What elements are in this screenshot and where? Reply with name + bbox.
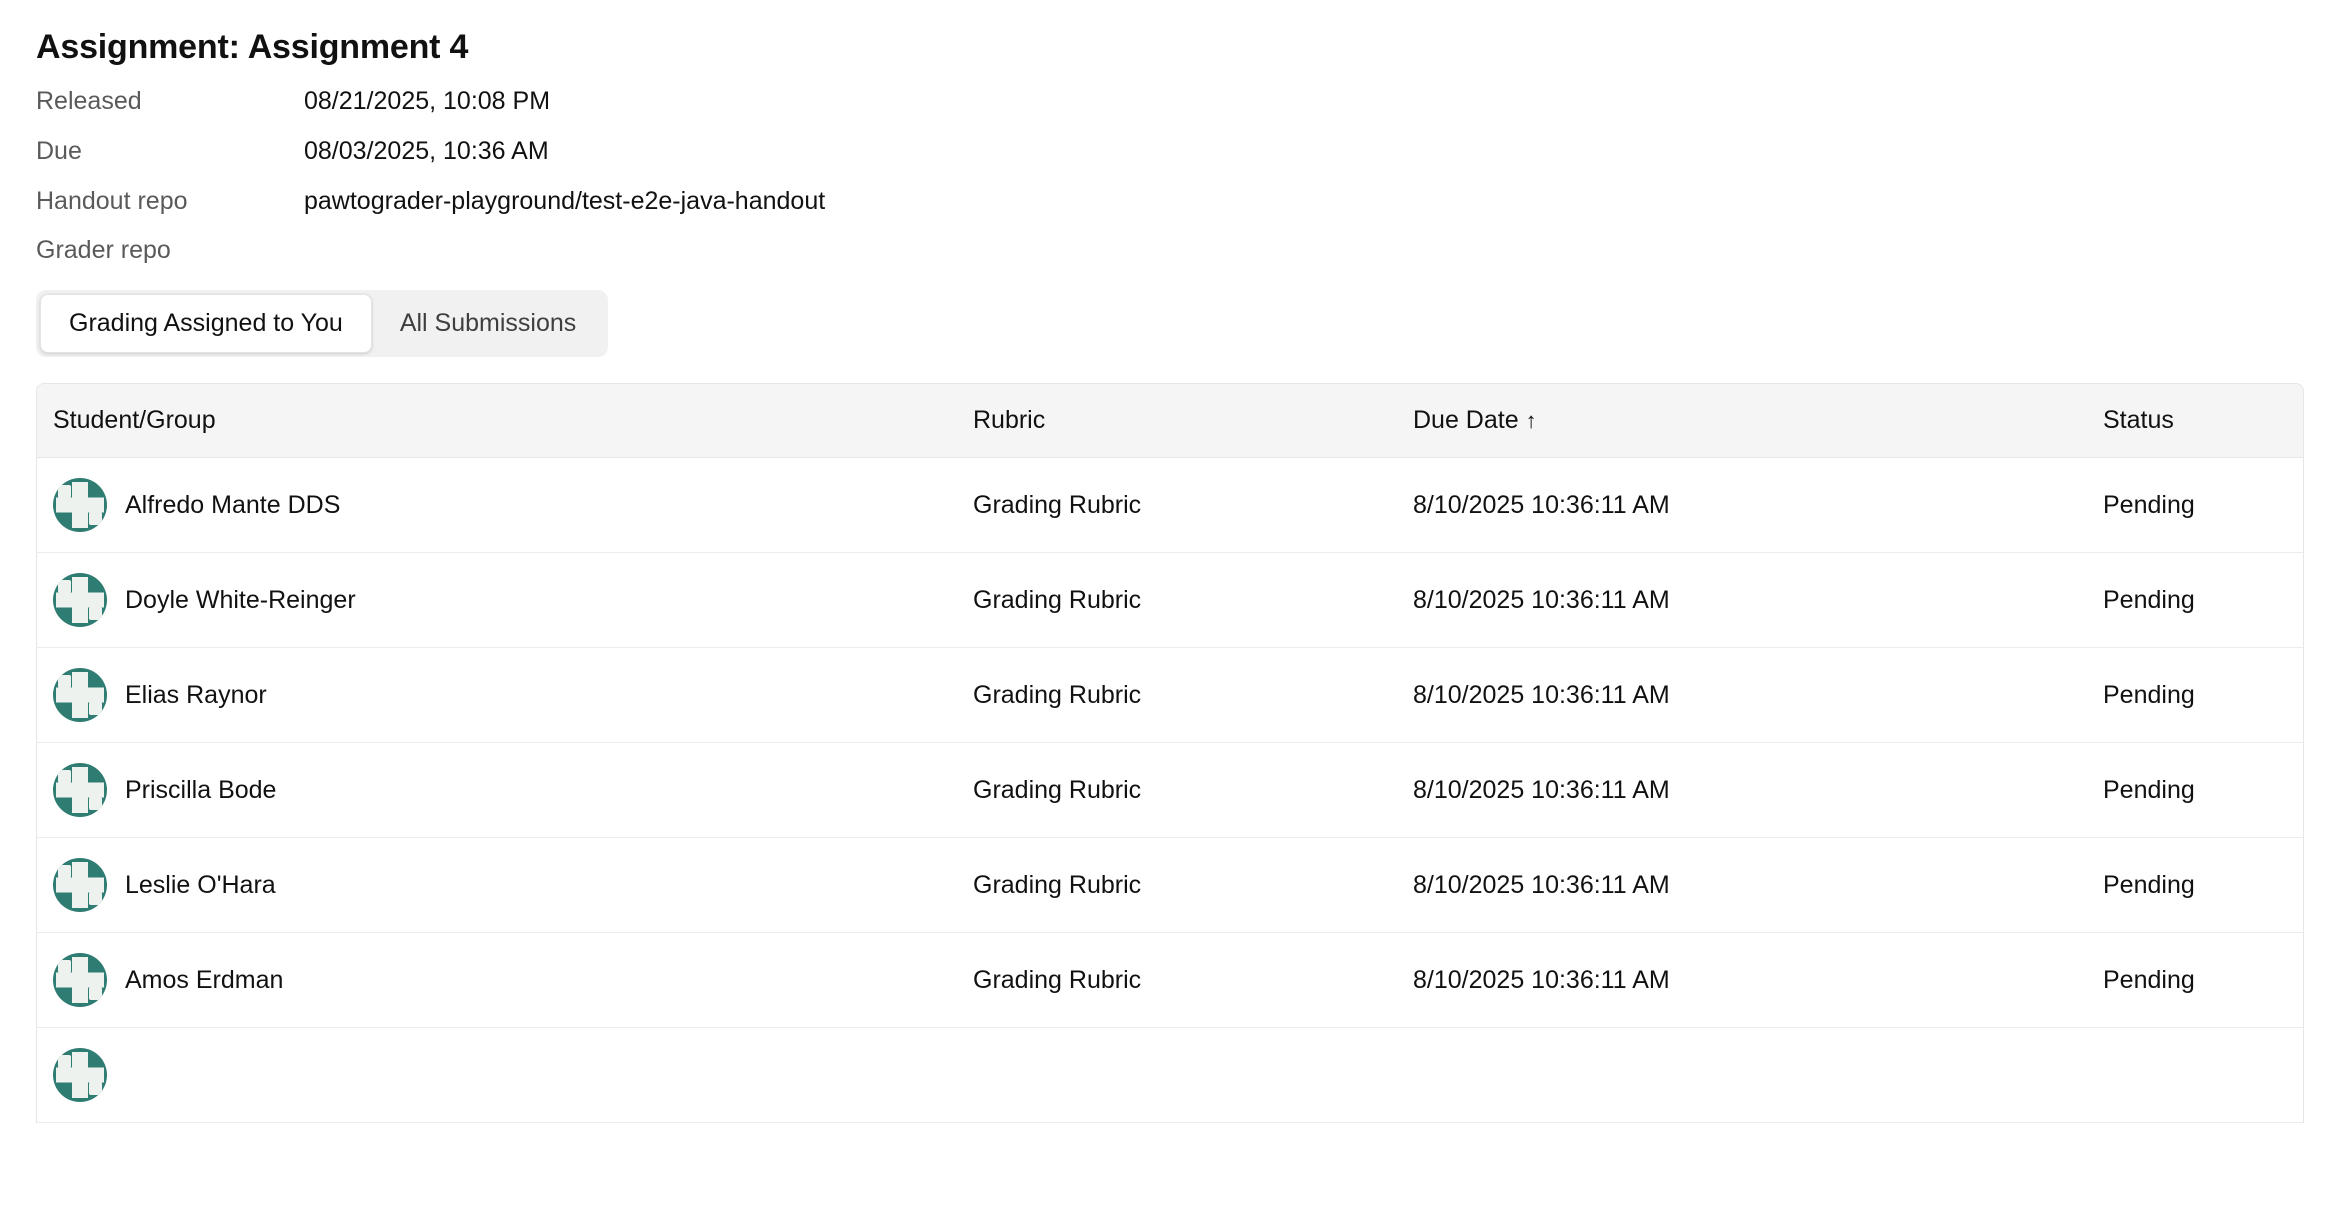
tab-all-submissions[interactable]: All Submissions bbox=[372, 294, 604, 353]
cell-status: Pending bbox=[2087, 458, 2303, 553]
student-cell bbox=[53, 953, 941, 1007]
sort-ascending-icon: ↑ bbox=[1525, 408, 1537, 433]
avatar bbox=[53, 858, 107, 912]
cell-student bbox=[37, 648, 957, 743]
student-cell bbox=[53, 573, 941, 627]
cell-rubric: Grading Rubric bbox=[957, 458, 1397, 553]
meta-value-released: 08/21/2025, 10:08 PM bbox=[304, 87, 551, 115]
cell-status: Pending bbox=[2087, 553, 2303, 648]
table-row[interactable] bbox=[37, 648, 2303, 743]
grading-table-body bbox=[37, 458, 2303, 1123]
cell-due-date: 8/10/2025 10:36:11 AM bbox=[1397, 648, 2087, 743]
avatar bbox=[53, 1048, 107, 1102]
table-row[interactable] bbox=[37, 1028, 2303, 1123]
cell-student bbox=[37, 838, 957, 933]
assignment-meta bbox=[36, 77, 825, 276]
column-header-student-group-label: Student/Group bbox=[53, 406, 216, 434]
meta-label-handout-repo: Handout repo bbox=[36, 186, 188, 215]
cell-due-date: 8/10/2025 10:36:11 AM bbox=[1397, 838, 2087, 933]
column-header-status-label: Status bbox=[2103, 406, 2174, 434]
meta-label-due: Due bbox=[36, 136, 82, 165]
meta-value-grader-repo bbox=[304, 226, 825, 276]
meta-row-due bbox=[36, 127, 825, 177]
cell-student bbox=[37, 933, 957, 1028]
student-cell bbox=[53, 858, 941, 912]
meta-label-grader-repo: Grader repo bbox=[36, 236, 171, 265]
student-cell bbox=[53, 478, 941, 532]
column-header-rubric-label: Rubric bbox=[973, 406, 1046, 434]
meta-value-handout-repo[interactable]: pawtograder-playground/test-e2e-java-handout bbox=[304, 186, 826, 215]
student-name[interactable]: Elias Raynor bbox=[125, 680, 267, 709]
student-cell bbox=[53, 668, 941, 722]
cell-due-date: 8/10/2025 10:36:11 AM bbox=[1397, 933, 2087, 1028]
cell-rubric bbox=[957, 1028, 1397, 1123]
column-header-student-group[interactable] bbox=[37, 384, 957, 458]
avatar bbox=[53, 478, 107, 532]
column-header-due-date[interactable] bbox=[1397, 384, 2087, 458]
cell-status: Pending bbox=[2087, 648, 2303, 743]
avatar bbox=[53, 953, 107, 1007]
avatar bbox=[53, 668, 107, 722]
cell-rubric: Grading Rubric bbox=[957, 553, 1397, 648]
cell-due-date: 8/10/2025 10:36:11 AM bbox=[1397, 458, 2087, 553]
cell-rubric: Grading Rubric bbox=[957, 648, 1397, 743]
avatar bbox=[53, 573, 107, 627]
table-row[interactable] bbox=[37, 933, 2303, 1028]
cell-status: Pending bbox=[2087, 743, 2303, 838]
tab-grading-assigned-to-you[interactable]: Grading Assigned to You bbox=[40, 294, 372, 353]
tab-bar bbox=[36, 290, 608, 357]
student-name[interactable]: Doyle White-Reinger bbox=[125, 585, 356, 614]
grading-table bbox=[37, 384, 2303, 1123]
cell-status bbox=[2087, 1028, 2303, 1123]
table-row[interactable] bbox=[37, 838, 2303, 933]
meta-row-handout-repo bbox=[36, 177, 825, 227]
cell-rubric: Grading Rubric bbox=[957, 838, 1397, 933]
cell-due-date: 8/10/2025 10:36:11 AM bbox=[1397, 553, 2087, 648]
column-header-rubric[interactable] bbox=[957, 384, 1397, 458]
cell-rubric: Grading Rubric bbox=[957, 743, 1397, 838]
table-row[interactable] bbox=[37, 743, 2303, 838]
student-cell bbox=[53, 763, 941, 817]
meta-value-due: 08/03/2025, 10:36 AM bbox=[304, 136, 549, 165]
cell-status: Pending bbox=[2087, 933, 2303, 1028]
cell-student bbox=[37, 1028, 957, 1123]
meta-row-grader-repo bbox=[36, 226, 825, 276]
table-row[interactable] bbox=[37, 458, 2303, 553]
avatar bbox=[53, 763, 107, 817]
page-title: Assignment: Assignment 4 bbox=[36, 28, 469, 66]
student-name[interactable]: Alfredo Mante DDS bbox=[125, 490, 341, 519]
cell-student bbox=[37, 743, 957, 838]
grading-table-head bbox=[37, 384, 2303, 458]
cell-student bbox=[37, 458, 957, 553]
student-name[interactable]: Leslie O'Hara bbox=[125, 870, 276, 899]
grading-table-header-row bbox=[37, 384, 2303, 458]
cell-student bbox=[37, 553, 957, 648]
cell-rubric: Grading Rubric bbox=[957, 933, 1397, 1028]
meta-label-released: Released bbox=[36, 87, 142, 115]
column-header-status[interactable] bbox=[2087, 384, 2303, 458]
table-row[interactable] bbox=[37, 553, 2303, 648]
cell-due-date: 8/10/2025 10:36:11 AM bbox=[1397, 743, 2087, 838]
student-name[interactable]: Amos Erdman bbox=[125, 965, 284, 994]
cell-status: Pending bbox=[2087, 838, 2303, 933]
grading-table-container bbox=[36, 383, 2304, 1123]
student-cell bbox=[53, 1048, 941, 1102]
cell-due-date bbox=[1397, 1028, 2087, 1123]
meta-row-released bbox=[36, 77, 825, 127]
column-header-due-date-label: Due Date bbox=[1413, 406, 1519, 434]
student-name[interactable]: Priscilla Bode bbox=[125, 775, 277, 804]
